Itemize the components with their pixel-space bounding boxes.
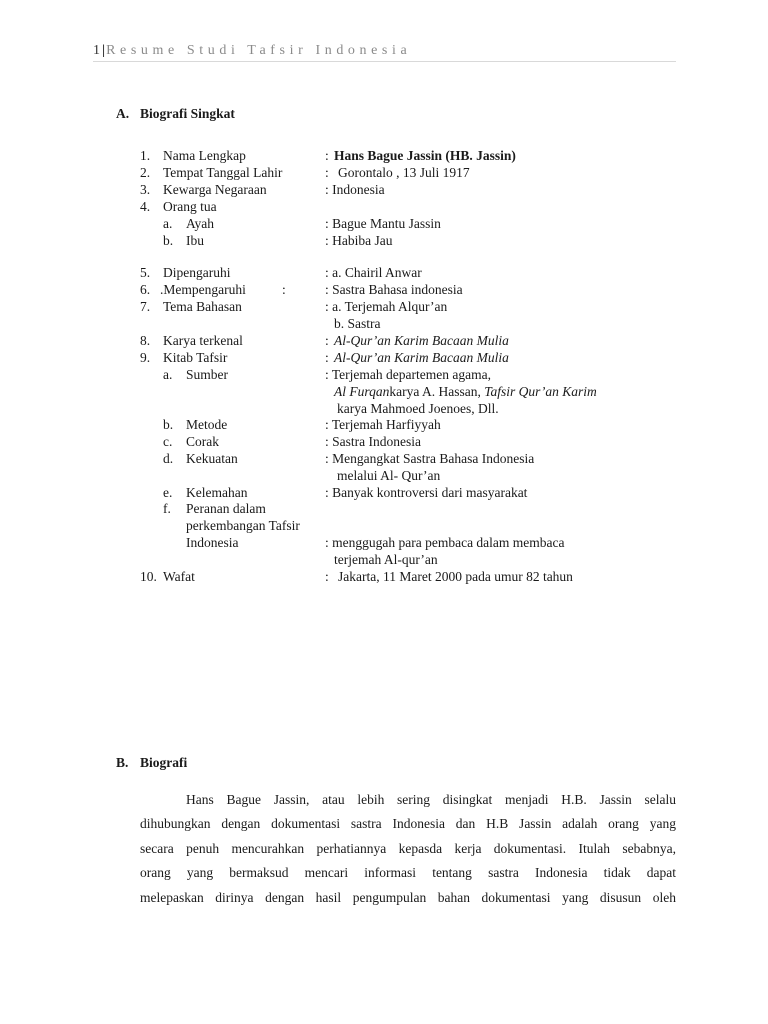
subitem-value: : menggugah para pembaca dalam membaca bbox=[325, 535, 565, 550]
item-value: : a. Chairil Anwar bbox=[325, 265, 422, 280]
paragraph-line: orang yang bermaksud mencari informasi tentang sastra Indonesia tidak dapat bbox=[140, 865, 676, 881]
item-number: 3. bbox=[140, 182, 151, 197]
item-label: Karya terkenal bbox=[163, 333, 243, 348]
subitem-value: : Terjemah departemen agama, bbox=[325, 367, 491, 382]
item-number: 6. bbox=[140, 282, 151, 297]
subitem-letter: a. bbox=[163, 367, 173, 382]
item-colon: : bbox=[325, 148, 329, 163]
item-label: .Mempengaruhi bbox=[160, 282, 246, 297]
item-number: 4. bbox=[140, 199, 151, 214]
subitem-label: Ayah bbox=[186, 216, 215, 231]
item-value: : Sastra Bahasa indonesia bbox=[325, 282, 463, 297]
subitem-letter: b. bbox=[163, 233, 174, 248]
subitem-letter: c. bbox=[163, 434, 173, 449]
paragraph-line: secara penuh mencurahkan perhatiannya kepasda kerja dokumentasi. Itulah sebabnya, bbox=[140, 840, 676, 856]
item-number: 5. bbox=[140, 265, 151, 280]
subitem-label: Kelemahan bbox=[186, 485, 248, 500]
section-a-title: Biografi Singkat bbox=[140, 106, 235, 121]
item-label: Kitab Tafsir bbox=[163, 350, 228, 365]
item-number: 1. bbox=[140, 148, 151, 163]
section-b-marker: B. bbox=[116, 755, 129, 770]
subitem-value-cont: karya Mahmoed Joenoes, Dll. bbox=[337, 401, 499, 416]
subitem-value: : Habiba Jau bbox=[325, 233, 393, 248]
item-value: Jakarta, 11 Maret 2000 pada umur 82 tahun bbox=[338, 569, 573, 584]
source-author: karya A. Hassan, bbox=[389, 384, 481, 399]
item-label-colon: : bbox=[282, 282, 286, 297]
subitem-value: : Terjemah Harfiyyah bbox=[325, 417, 441, 432]
subitem-letter: f. bbox=[163, 501, 171, 516]
subitem-label: Peranan dalam bbox=[186, 501, 266, 516]
subitem-label: Sumber bbox=[186, 367, 228, 382]
item-colon: : bbox=[325, 569, 329, 584]
source-title-tafsir: Tafsir Qur’an Karim bbox=[484, 384, 597, 399]
section-b-title: Biografi bbox=[140, 755, 188, 770]
item-colon: : bbox=[325, 350, 329, 365]
subitem-letter: e. bbox=[163, 485, 173, 500]
subitem-value: : Sastra Indonesia bbox=[325, 434, 421, 449]
page-number: 1 bbox=[93, 43, 101, 58]
subitem-value-cont: terjemah Al-qur’an bbox=[334, 552, 438, 567]
item-value: Gorontalo , 13 Juli 1917 bbox=[338, 165, 470, 180]
paragraph-line: melepaskan dirinya dengan hasil pengumpulan bahan dokumentasi yang disusun oleh bbox=[140, 889, 676, 905]
item-value: Al-Qur’an Karim Bacaan Mulia bbox=[334, 350, 509, 365]
subitem-value-cont: melalui Al- Qur’an bbox=[337, 468, 441, 483]
item-value: : a. Terjemah Alqur’an bbox=[325, 299, 448, 314]
section-a-marker: A. bbox=[116, 106, 130, 121]
subitem-label-cont: Indonesia bbox=[186, 535, 239, 550]
header-title: Resume Studi Tafsir Indonesia bbox=[106, 43, 412, 58]
subitem-label: Metode bbox=[186, 417, 228, 432]
item-label: Tema Bahasan bbox=[163, 299, 242, 314]
item-label: Orang tua bbox=[163, 199, 217, 214]
subitem-label: Ibu bbox=[186, 233, 204, 248]
subitem-value-cont bbox=[334, 383, 597, 400]
item-number: 2. bbox=[140, 165, 151, 180]
item-label: Nama Lengkap bbox=[163, 148, 246, 163]
item-value: Al-Qur’an Karim Bacaan Mulia bbox=[334, 333, 509, 348]
subitem-value: : Bague Mantu Jassin bbox=[325, 216, 441, 231]
subitem-letter: a. bbox=[163, 216, 173, 231]
item-colon: : bbox=[325, 333, 329, 348]
subitem-label: Corak bbox=[186, 434, 219, 449]
paragraph-line: Hans Bague Jassin, atau lebih sering disingkat menjadi H.B. Jassin selalu bbox=[186, 792, 676, 807]
source-title-al-furqan: Al Furqan bbox=[334, 384, 390, 399]
item-value: Hans Bague Jassin (HB. Jassin) bbox=[334, 148, 516, 163]
item-label: Kewarga Negaraan bbox=[163, 182, 267, 197]
page-header bbox=[93, 43, 676, 62]
item-number: 10. bbox=[140, 569, 157, 584]
subitem-label-cont: perkembangan Tafsir bbox=[186, 518, 300, 533]
subitem-value: : Banyak kontroversi dari masyarakat bbox=[325, 485, 528, 500]
item-colon: : bbox=[325, 165, 329, 180]
item-number: 9. bbox=[140, 350, 151, 365]
item-value: : Indonesia bbox=[325, 182, 385, 197]
subitem-label: Kekuatan bbox=[186, 451, 238, 466]
subitem-value: : Mengangkat Sastra Bahasa Indonesia bbox=[325, 451, 535, 466]
item-label: Tempat Tanggal Lahir bbox=[163, 165, 283, 180]
biography-paragraph bbox=[140, 788, 676, 910]
item-value-cont: b. Sastra bbox=[334, 316, 381, 331]
item-number: 8. bbox=[140, 333, 151, 348]
item-number: 7. bbox=[140, 299, 151, 314]
item-label: Wafat bbox=[163, 569, 195, 584]
item-label: Dipengaruhi bbox=[163, 265, 231, 280]
subitem-letter: b. bbox=[163, 417, 174, 432]
subitem-letter: d. bbox=[163, 451, 174, 466]
paragraph-line: dihubungkan dengan dokumentasi sastra Indonesia dan H.B Jassin adalah orang yang bbox=[140, 816, 676, 832]
header-separator: | bbox=[102, 43, 106, 58]
